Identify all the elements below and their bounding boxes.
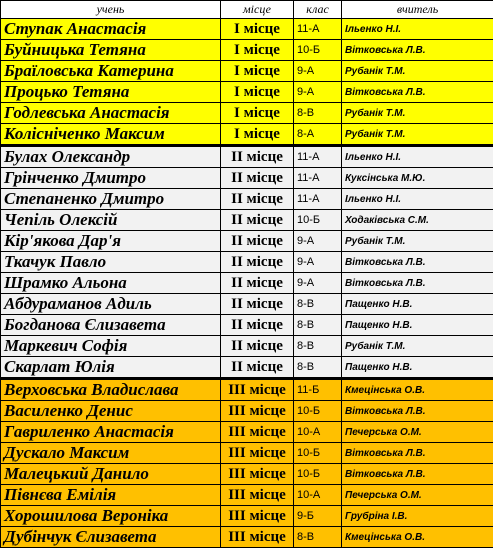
student-name-cell: Браїловська Катерина xyxy=(1,61,221,82)
student-name-cell: Колісніченко Максим xyxy=(1,124,221,146)
table-row xyxy=(1,252,493,273)
student-name-cell: Хорошилова Вероніка xyxy=(1,506,221,527)
class-cell: 11-А xyxy=(294,189,342,210)
student-name-cell: Дускало Максим xyxy=(1,443,221,464)
place-cell: ІІІ місце xyxy=(221,527,294,548)
place-cell: ІІ місце xyxy=(221,252,294,273)
place-cell: ІІ місце xyxy=(221,357,294,379)
place-cell: ІІ місце xyxy=(221,315,294,336)
student-name-cell: Годлевська Анастасія xyxy=(1,103,221,124)
student-name-cell: Малецький Данило xyxy=(1,464,221,485)
teacher-cell: Печерська О.М. xyxy=(342,485,493,506)
place-cell: І місце xyxy=(221,40,294,61)
class-cell: 11-А xyxy=(294,146,342,168)
student-name-cell: Шрамко Альона xyxy=(1,273,221,294)
class-cell: 10-Б xyxy=(294,464,342,485)
student-name-cell: Степаненко Дмитро xyxy=(1,189,221,210)
student-name-cell: Абдураманов Адиль xyxy=(1,294,221,315)
teacher-cell: Вітковська Л.В. xyxy=(342,464,493,485)
teacher-cell: Рубанік Т.М. xyxy=(342,336,493,357)
class-cell: 9-А xyxy=(294,273,342,294)
student-name-cell: Верховська Владислава xyxy=(1,379,221,401)
teacher-cell: Рубанік Т.М. xyxy=(342,61,493,82)
header-place: місце xyxy=(221,1,294,19)
place-cell: І місце xyxy=(221,61,294,82)
table-row xyxy=(1,168,493,189)
place-cell: ІІІ місце xyxy=(221,506,294,527)
table-row xyxy=(1,506,493,527)
table-row xyxy=(1,189,493,210)
table-row xyxy=(1,357,493,379)
class-cell: 10-Б xyxy=(294,210,342,231)
table-row xyxy=(1,315,493,336)
table-row xyxy=(1,401,493,422)
teacher-cell: Пащенко Н.В. xyxy=(342,357,493,379)
teacher-cell: Ільенко Н.І. xyxy=(342,146,493,168)
table-row xyxy=(1,124,493,146)
place-cell: І місце xyxy=(221,82,294,103)
class-cell: 11-А xyxy=(294,168,342,189)
teacher-cell: Вітковська Л.В. xyxy=(342,82,493,103)
student-name-cell: Василенко Денис xyxy=(1,401,221,422)
student-name-cell: Ступак Анастасія xyxy=(1,19,221,40)
table-row xyxy=(1,379,493,401)
table-header xyxy=(1,1,493,19)
table-row xyxy=(1,146,493,168)
table-row xyxy=(1,464,493,485)
teacher-cell: Рубанік Т.М. xyxy=(342,124,493,146)
class-cell: 8-В xyxy=(294,294,342,315)
table-row xyxy=(1,443,493,464)
class-cell: 9-Б xyxy=(294,506,342,527)
table-row xyxy=(1,210,493,231)
teacher-cell: Рубанік Т.М. xyxy=(342,103,493,124)
student-name-cell: Маркевич Софія xyxy=(1,336,221,357)
place-cell: ІІ місце xyxy=(221,231,294,252)
place-cell: ІІ місце xyxy=(221,336,294,357)
table-row xyxy=(1,527,493,548)
place-cell: ІІ місце xyxy=(221,294,294,315)
header-row xyxy=(1,1,493,19)
class-cell: 10-А xyxy=(294,485,342,506)
place-cell: ІІІ місце xyxy=(221,464,294,485)
student-name-cell: Процько Тетяна xyxy=(1,82,221,103)
table-row xyxy=(1,19,493,40)
table-row xyxy=(1,61,493,82)
table-row xyxy=(1,485,493,506)
place-cell: ІІ місце xyxy=(221,273,294,294)
teacher-cell: Вітковська Л.В. xyxy=(342,401,493,422)
class-cell: 8-В xyxy=(294,315,342,336)
student-name-cell: Ткачук Павло xyxy=(1,252,221,273)
class-cell: 11-Б xyxy=(294,379,342,401)
student-name-cell: Дубінчук Єлизавета xyxy=(1,527,221,548)
class-cell: 8-В xyxy=(294,103,342,124)
place-cell: І місце xyxy=(221,124,294,146)
place-cell: ІІ місце xyxy=(221,168,294,189)
table-row xyxy=(1,82,493,103)
table-row xyxy=(1,422,493,443)
place-cell: ІІІ місце xyxy=(221,401,294,422)
teacher-cell: Вітковська Л.В. xyxy=(342,252,493,273)
class-cell: 9-А xyxy=(294,231,342,252)
place-cell: ІІ місце xyxy=(221,210,294,231)
class-cell: 8-В xyxy=(294,357,342,379)
place-cell: ІІ місце xyxy=(221,146,294,168)
class-cell: 11-А xyxy=(294,19,342,40)
class-cell: 10-Б xyxy=(294,401,342,422)
class-cell: 8-В xyxy=(294,527,342,548)
class-cell: 9-А xyxy=(294,252,342,273)
place-cell: ІІ місце xyxy=(221,189,294,210)
table-row xyxy=(1,103,493,124)
student-name-cell: Гавриленко Анастасія xyxy=(1,422,221,443)
place-cell: І місце xyxy=(221,103,294,124)
student-name-cell: Чепіль Олексій xyxy=(1,210,221,231)
table-row xyxy=(1,336,493,357)
student-name-cell: Богданова Єлизавета xyxy=(1,315,221,336)
teacher-cell: Куксінська М.Ю. xyxy=(342,168,493,189)
header-student: учень xyxy=(1,1,221,19)
class-cell: 8-В xyxy=(294,336,342,357)
teacher-cell: Печерська О.М. xyxy=(342,422,493,443)
student-name-cell: Скарлат Юлія xyxy=(1,357,221,379)
class-cell: 10-Б xyxy=(294,40,342,61)
teacher-cell: Пащенко Н.В. xyxy=(342,315,493,336)
teacher-cell: Кмецінська О.В. xyxy=(342,527,493,548)
student-name-cell: Кір'якова Дар'я xyxy=(1,231,221,252)
place-cell: ІІІ місце xyxy=(221,443,294,464)
student-name-cell: Півнєва Емілія xyxy=(1,485,221,506)
table-row xyxy=(1,294,493,315)
class-cell: 8-А xyxy=(294,124,342,146)
table-row xyxy=(1,231,493,252)
teacher-cell: Вітковська Л.В. xyxy=(342,273,493,294)
header-teacher: вчитель xyxy=(342,1,493,19)
class-cell: 10-А xyxy=(294,422,342,443)
teacher-cell: Пащенко Н.В. xyxy=(342,294,493,315)
teacher-cell: Вітковська Л.В. xyxy=(342,40,493,61)
table-row xyxy=(1,273,493,294)
teacher-cell: Ходаківська С.М. xyxy=(342,210,493,231)
class-cell: 10-Б xyxy=(294,443,342,464)
student-name-cell: Булах Олександр xyxy=(1,146,221,168)
place-cell: ІІІ місце xyxy=(221,422,294,443)
place-cell: І місце xyxy=(221,19,294,40)
student-name-cell: Грінченко Дмитро xyxy=(1,168,221,189)
teacher-cell: Ільенко Н.І. xyxy=(342,19,493,40)
header-class: клас xyxy=(294,1,342,19)
teacher-cell: Грубріна І.В. xyxy=(342,506,493,527)
place-cell: ІІІ місце xyxy=(221,379,294,401)
class-cell: 9-А xyxy=(294,82,342,103)
teacher-cell: Вітковська Л.В. xyxy=(342,443,493,464)
teacher-cell: Кмецінська О.В. xyxy=(342,379,493,401)
table-row xyxy=(1,40,493,61)
table-body xyxy=(1,19,493,548)
class-cell: 9-А xyxy=(294,61,342,82)
teacher-cell: Рубанік Т.М. xyxy=(342,231,493,252)
place-cell: ІІІ місце xyxy=(221,485,294,506)
teacher-cell: Ільенко Н.І. xyxy=(342,189,493,210)
student-name-cell: Буйницька Тетяна xyxy=(1,40,221,61)
